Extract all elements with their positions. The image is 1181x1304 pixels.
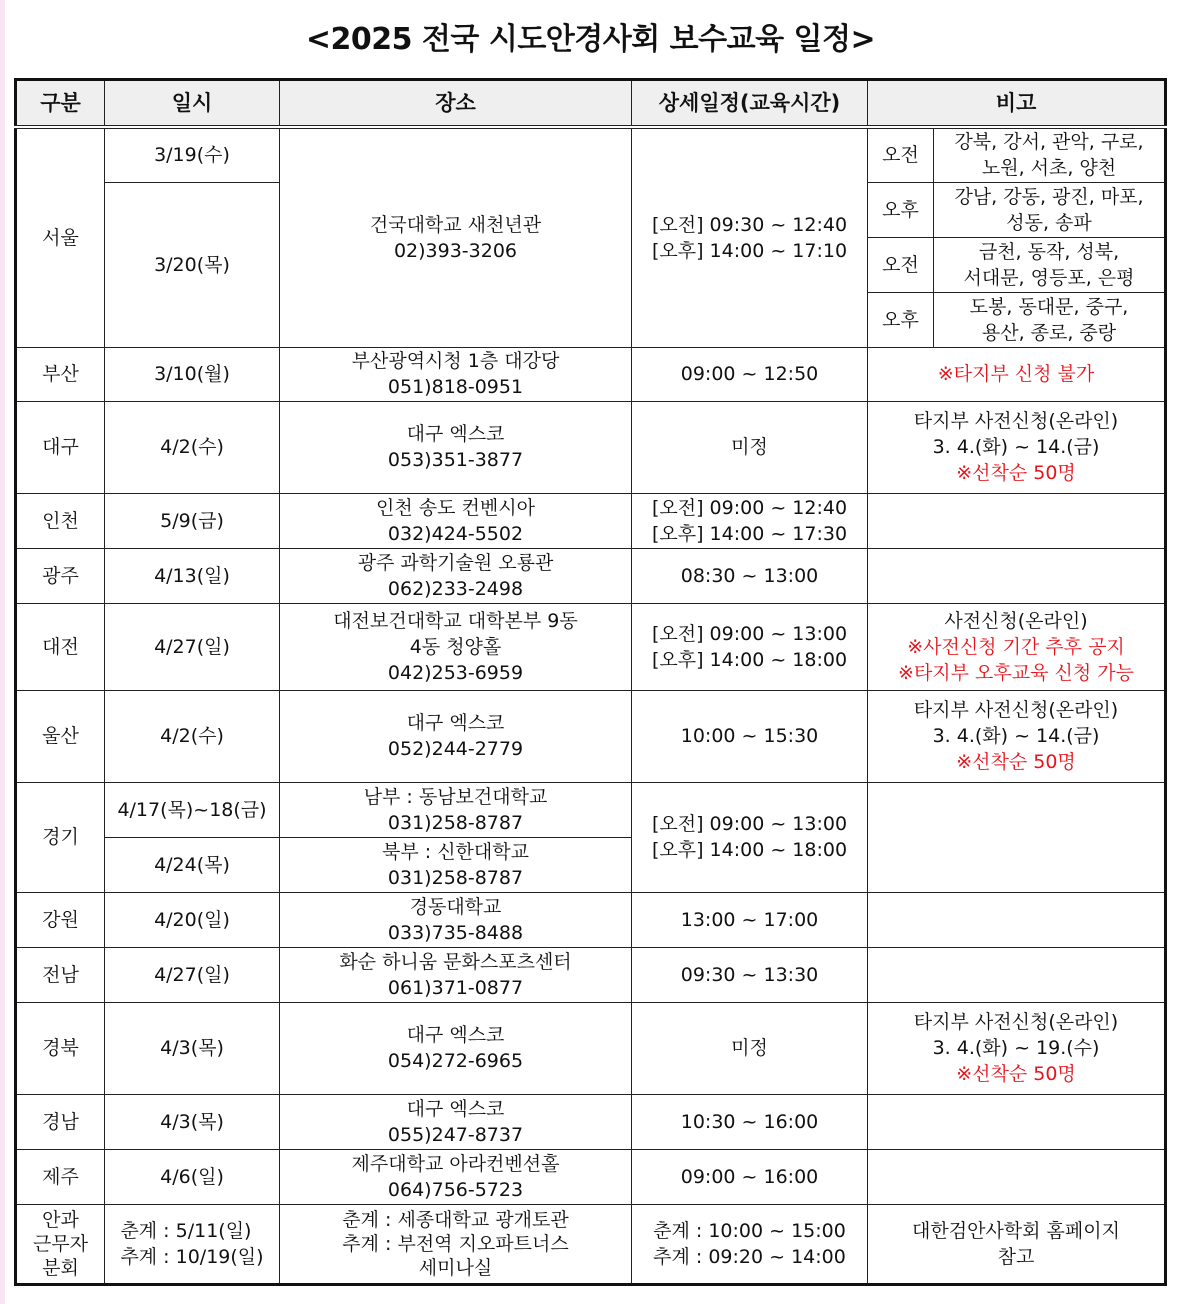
district-line: 금천, 동작, 성북, — [978, 240, 1120, 263]
place-line: 화순 하니움 문화스포츠센터 — [339, 950, 572, 973]
district-line: 강남, 강동, 광진, 마포, — [954, 185, 1144, 208]
date-line: 추계 : 10/19(일) — [120, 1245, 264, 1268]
district-list — [934, 127, 1166, 182]
schedule-table — [14, 78, 1167, 1286]
region-cell: 울산 — [16, 690, 105, 782]
district-line: 도봉, 동대문, 중구, — [969, 295, 1129, 318]
note-cell — [868, 892, 1166, 947]
date-cell — [105, 1204, 280, 1284]
place-line: 제주대학교 아라컨벤션홀 — [351, 1152, 560, 1175]
time-cell — [632, 1149, 868, 1204]
region-cell: 전남 — [16, 947, 105, 1002]
time-cell — [632, 690, 868, 782]
time-cell — [632, 1094, 868, 1149]
district-line: 강북, 강서, 관악, 구로, — [954, 131, 1144, 154]
note-line: 대한검안사학회 홈페이지 — [912, 1219, 1120, 1242]
date-cell: 3/19(수) — [105, 127, 280, 182]
region-cell: 서울 — [16, 127, 105, 347]
place-line: 062)233-2498 — [387, 577, 524, 600]
time-line: 08:30 ~ 13:00 — [680, 564, 819, 587]
table-row — [16, 347, 1166, 401]
session-label: 오후 — [868, 292, 934, 347]
time-cell — [632, 1204, 868, 1284]
place-line: 052)244-2779 — [387, 738, 524, 760]
time-line: 10:00 ~ 15:30 — [680, 725, 819, 747]
time-cell — [632, 782, 868, 892]
place-cell — [280, 603, 632, 690]
place-cell — [280, 1002, 632, 1094]
place-line: 033)735-8488 — [387, 921, 524, 944]
note-cell — [868, 548, 1166, 603]
time-line: [오전] 09:00 ~ 13:00 — [651, 622, 848, 645]
note-line: 타지부 사전신청(온라인) — [913, 410, 1119, 432]
place-name: 북부 : 신한대학교 — [382, 840, 529, 863]
time-line: 미정 — [731, 1037, 768, 1059]
place-cell — [280, 1149, 632, 1204]
place-cell — [280, 1204, 632, 1284]
place-phone: 031)258-8787 — [387, 866, 524, 889]
date-cell: 4/2(수) — [105, 401, 280, 493]
table-row — [16, 1002, 1166, 1094]
place-name: 건국대학교 새천년관 — [369, 213, 542, 236]
district-line: 성동, 송파 — [1006, 211, 1092, 234]
note-cell — [868, 782, 1166, 892]
note-line: 타지부 사전신청(온라인) — [913, 699, 1119, 721]
time-cell — [632, 1002, 868, 1094]
note-cell — [868, 401, 1166, 493]
table-row — [16, 603, 1166, 690]
date-cell: 4/17(목)~18(금) — [105, 782, 280, 837]
time-line: 13:00 ~ 17:00 — [680, 908, 819, 931]
region-cell: 경북 — [16, 1002, 105, 1094]
region-cell: 경기 — [16, 782, 105, 892]
table-row — [16, 548, 1166, 603]
left-edge-strip — [0, 0, 5, 1304]
time-line: [오후] 14:00 ~ 17:10 — [651, 239, 848, 262]
place-cell — [280, 548, 632, 603]
note-cell — [868, 947, 1166, 1002]
place-cell — [280, 947, 632, 1002]
header-date: 일시 — [105, 80, 280, 128]
time-line: 미정 — [731, 436, 768, 458]
region-cell: 광주 — [16, 548, 105, 603]
time-line: 10:30 ~ 16:00 — [680, 1110, 819, 1133]
place-line: 대구 엑스코 — [406, 1024, 505, 1046]
region-cell: 부산 — [16, 347, 105, 401]
place-line: 대전보건대학교 대학본부 9동 — [333, 609, 578, 632]
place-name: 남부 : 동남보건대학교 — [363, 785, 548, 808]
note-cell — [868, 603, 1166, 690]
note-line: 3. 4.(화) ~ 14.(금) — [932, 436, 1100, 458]
note-cell — [868, 1002, 1166, 1094]
place-line: 042)253-6959 — [387, 661, 524, 684]
region-line: 분회 — [42, 1256, 79, 1279]
district-line: 서대문, 영등포, 은평 — [963, 266, 1135, 289]
place-cell — [280, 127, 632, 347]
time-line: 09:00 ~ 12:50 — [680, 363, 819, 385]
note-warning: ※선착순 50명 — [956, 1063, 1076, 1085]
region-cell: 인천 — [16, 493, 105, 548]
table-header-row — [16, 80, 1166, 128]
region-cell: 강원 — [16, 892, 105, 947]
note-line: 3. 4.(화) ~ 14.(금) — [932, 725, 1100, 747]
region-cell — [16, 1204, 105, 1284]
time-line: [오후] 14:00 ~ 17:30 — [651, 522, 848, 545]
table-row — [16, 1149, 1166, 1204]
time-cell — [632, 603, 868, 690]
table-row — [16, 493, 1166, 548]
header-place: 장소 — [280, 80, 632, 128]
time-line: 09:30 ~ 13:30 — [680, 963, 819, 986]
place-cell — [280, 690, 632, 782]
session-label: 오전 — [868, 127, 934, 182]
note-cell — [868, 690, 1166, 782]
time-line: [오후] 14:00 ~ 18:00 — [651, 648, 848, 671]
place-phone: 031)258-8787 — [387, 811, 524, 834]
place-cell — [280, 892, 632, 947]
session-label: 오후 — [868, 182, 934, 237]
place-cell — [280, 837, 632, 892]
time-line: [오전] 09:00 ~ 12:40 — [651, 496, 848, 519]
time-cell — [632, 347, 868, 401]
time-line: [오후] 14:00 ~ 18:00 — [651, 839, 848, 861]
note-cell — [868, 493, 1166, 548]
time-cell — [632, 127, 868, 347]
page-title: <2025 전국 시도안경사회 보수교육 일정> — [305, 22, 876, 57]
date-cell: 5/9(금) — [105, 493, 280, 548]
district-list — [934, 182, 1166, 237]
note-warning: ※사전신청 기간 추후 공지 — [907, 635, 1125, 658]
region-cell: 대전 — [16, 603, 105, 690]
district-list — [934, 237, 1166, 292]
region-line: 근무자 — [32, 1232, 89, 1255]
table-row — [16, 892, 1166, 947]
date-cell: 4/20(일) — [105, 892, 280, 947]
place-line: 053)351-3877 — [387, 449, 524, 471]
session-label: 오전 — [868, 237, 934, 292]
place-cell — [280, 401, 632, 493]
table-row — [16, 947, 1166, 1002]
time-line: 추계 : 09:20 ~ 14:00 — [653, 1245, 846, 1268]
note-line: 3. 4.(화) ~ 19.(수) — [932, 1037, 1100, 1059]
date-cell: 4/6(일) — [105, 1149, 280, 1204]
place-cell — [280, 1094, 632, 1149]
date-cell: 4/27(일) — [105, 603, 280, 690]
place-phone: 02)393-3206 — [393, 239, 518, 262]
place-line: 인천 송도 컨벤시아 — [376, 496, 535, 519]
place-line: 4동 청양홀 — [409, 635, 502, 658]
region-cell: 제주 — [16, 1149, 105, 1204]
note-cell — [868, 1204, 1166, 1284]
note-warning: ※타지부 신청 불가 — [937, 363, 1095, 385]
district-list — [934, 292, 1166, 347]
date-cell: 3/10(월) — [105, 347, 280, 401]
note-warning: ※선착순 50명 — [956, 751, 1076, 773]
place-line: 부산광역시청 1층 대강당 — [351, 350, 560, 372]
header-note: 비고 — [868, 80, 1166, 128]
table-row — [16, 690, 1166, 782]
place-line: 대구 엑스코 — [406, 712, 505, 734]
region-line: 안과 — [42, 1208, 79, 1231]
time-line: 09:00 ~ 16:00 — [680, 1165, 819, 1188]
table-row-ophthalmology — [16, 1204, 1166, 1284]
table-row — [16, 401, 1166, 493]
time-cell — [632, 892, 868, 947]
date-cell: 4/24(목) — [105, 837, 280, 892]
time-cell — [632, 401, 868, 493]
note-cell — [868, 1149, 1166, 1204]
place-line: 추계 : 부전역 지오파트너스 — [342, 1232, 569, 1255]
place-line: 광주 과학기술원 오룡관 — [357, 551, 554, 574]
place-line: 032)424-5502 — [387, 522, 524, 545]
place-line: 054)272-6965 — [387, 1050, 524, 1072]
note-line: 타지부 사전신청(온라인) — [913, 1011, 1119, 1033]
date-cell: 4/3(목) — [105, 1002, 280, 1094]
date-cell: 4/2(수) — [105, 690, 280, 782]
region-cell: 경남 — [16, 1094, 105, 1149]
date-line: 춘계 : 5/11(일) — [120, 1219, 252, 1242]
time-line: [오전] 09:30 ~ 12:40 — [651, 213, 848, 236]
table-row-gyeonggi — [16, 782, 1166, 837]
region-cell: 대구 — [16, 401, 105, 493]
place-line: 051)818-0951 — [387, 376, 524, 398]
date-cell: 4/13(일) — [105, 548, 280, 603]
place-line: 대구 엑스코 — [406, 1097, 505, 1120]
place-line: 경동대학교 — [409, 895, 502, 918]
place-cell — [280, 347, 632, 401]
place-line: 세미나실 — [418, 1256, 493, 1279]
place-line: 064)756-5723 — [387, 1178, 524, 1201]
time-line: 춘계 : 10:00 ~ 15:00 — [653, 1219, 846, 1242]
date-cell: 4/3(목) — [105, 1094, 280, 1149]
place-line: 대구 엑스코 — [406, 423, 505, 445]
table-row — [16, 1094, 1166, 1149]
header-region: 구분 — [16, 80, 105, 128]
note-line: 사전신청(온라인) — [944, 609, 1088, 632]
date-cell: 4/27(일) — [105, 947, 280, 1002]
note-warning: ※타지부 오후교육 신청 가능 — [898, 661, 1134, 684]
time-cell — [632, 947, 868, 1002]
place-cell — [280, 493, 632, 548]
table-row-seoul — [16, 127, 1166, 182]
note-cell — [868, 1094, 1166, 1149]
note-cell — [868, 347, 1166, 401]
note-line: 참고 — [997, 1245, 1035, 1268]
district-line: 노원, 서초, 양천 — [981, 157, 1117, 180]
header-time: 상세일정(교육시간) — [632, 80, 868, 128]
place-line: 춘계 : 세종대학교 광개토관 — [342, 1208, 569, 1231]
date-cell: 3/20(목) — [105, 182, 280, 347]
place-line: 061)371-0877 — [387, 976, 524, 999]
time-cell — [632, 548, 868, 603]
place-cell — [280, 782, 632, 837]
note-warning: ※선착순 50명 — [956, 462, 1076, 484]
place-line: 055)247-8737 — [387, 1123, 524, 1146]
time-cell — [632, 493, 868, 548]
district-line: 용산, 종로, 중랑 — [981, 321, 1117, 344]
time-line: [오전] 09:00 ~ 13:00 — [651, 813, 848, 835]
